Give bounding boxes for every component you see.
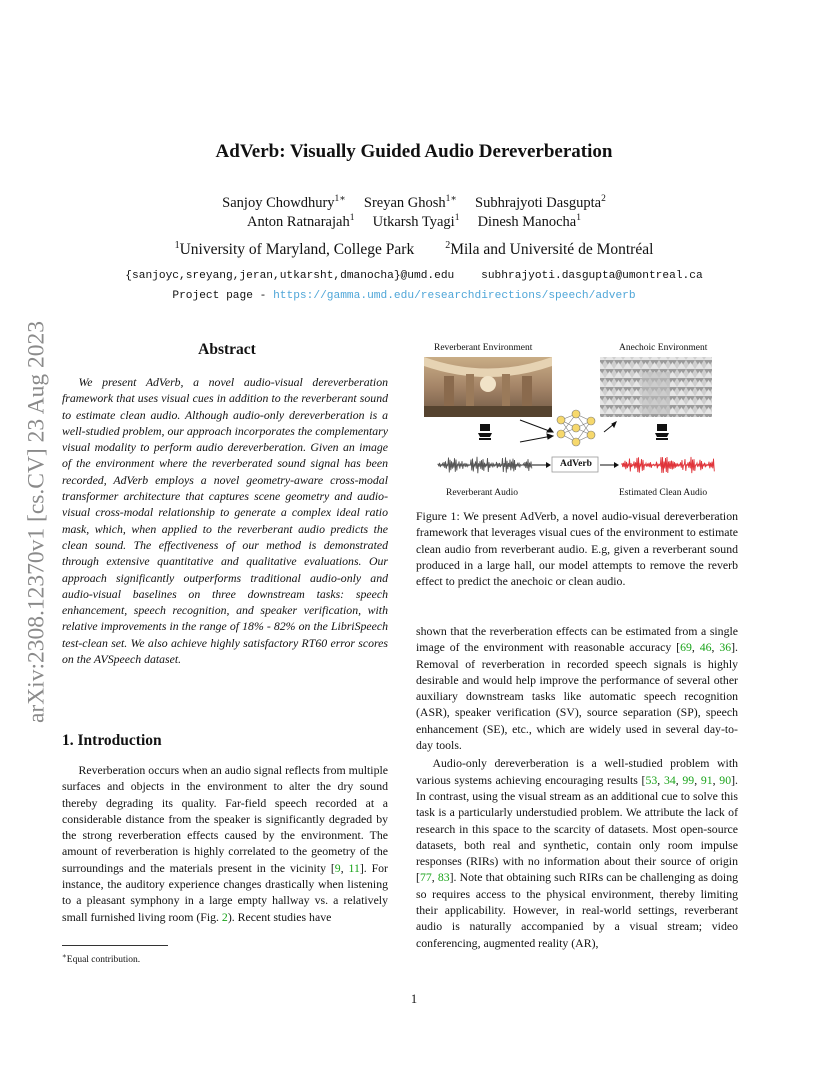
project-page: Project page - https://gamma.umd.edu/researchdirections/speech/adverb (172, 290, 636, 302)
paper-title: AdVerb: Visually Guided Audio Dereverberation (215, 141, 613, 162)
figure-graphic (416, 342, 738, 502)
reverberant-waveform (438, 457, 532, 473)
author: Dinesh Manocha$^1$ (477, 213, 581, 230)
neural-network-icon (557, 410, 595, 446)
label-anechoic-environment: Anechoic Environment (619, 343, 708, 353)
citation[interactable]: 69 (680, 640, 692, 655)
paragraph: Audio-only dereverberation is a well-studied problem with various systems achieving encouraging results [53, 34, 99, 91, 90]. In contrast, using the visual stream as an additional cue to solve this task is a particularly understudied problem. We attribute the lack of research in this space to the scarcity of datasets. Most open-source datasets, both real and synthetic, contain only room impulse responses (RIRs) with no information about their source of origin [77, 83]. Note that obtaining such RIRs can be challenging as doing so requires access to the physical environment, thereby limiting their applicability. However, in real-world settings, reverberant audio is naturally accompanied by a visual stream; video conferencing, augmented reality (AR), (416, 756, 738, 950)
emails (0, 270, 828, 282)
project-link[interactable]: https://gamma.umd.edu/researchdirections/speech/adverb (273, 290, 636, 302)
authors-row-1 (0, 193, 828, 212)
section-heading-introduction: 1. Introduction (62, 732, 162, 749)
reverberant-hall-image (424, 357, 552, 417)
author: Subhrajyoti Dasgupta$^2$ (475, 194, 606, 211)
affiliations: $^1$University of Maryland, College Park $^2$Mila and Université de Montréal (174, 240, 654, 259)
citation[interactable]: 11 (348, 860, 360, 875)
author: Anton Ratnarajah$^1$ (247, 213, 355, 230)
intro-paragraph: Reverberation occurs when an audio signal reflects from multiple surfaces and objects in the environment to alter the dry sound thereby degrading its quality. Far-field speech recorded at a considerable distance from the speaker is significantly degraded by the strong reverberation effects caused by the environment. The amount of reverberation is highly correlated to the geometry of the surroundings and the materials present in the vicinity [9, 11]. For instance, the auditory experience changes drastically when listening to a pleasant symphony in a large empty hallway vs. a relatively small furnished living room (Fig. 2). Recent studies have (62, 763, 388, 924)
speaker-icon-right (655, 424, 669, 440)
citation[interactable]: 99 (682, 772, 695, 787)
figure-1 (416, 342, 738, 502)
figure-1-caption: Figure 1: We present AdVerb, a novel audio-visual dereverberation framework that leverages visual cues of the environment to estimate clean audio from reverberant audio. E.g, given a reverberant sound produced in a large hall, our model attempts to remove the reverb effect to predict the anechoic or clean audio. (416, 509, 739, 589)
author: Sreyan Ghosh$^{1∗}$ (363, 194, 457, 211)
page-number: 1 (410, 992, 418, 1006)
citation[interactable]: 91 (700, 772, 713, 787)
citation[interactable]: 77 (419, 870, 432, 885)
citation[interactable]: 83 (437, 870, 450, 885)
paragraph: shown that the reverberation effects can be estimated from a single image of the environment with reasonable accuracy [69, 46, 36]. Removal of reverberation in recorded speech signals is highly desirable and would help improve the performance of several other auxiliary downstream tasks like automatic speech recognition (ASR), speaker verification (SV), source separation (SP), speech enhancement (SE), etc., which are widely used in several day-to-day tools. (416, 624, 738, 753)
citation[interactable]: 46 (699, 640, 712, 655)
author: Sanjoy Chowdhury$^{1∗}$ (222, 194, 346, 211)
citation[interactable]: 90 (719, 772, 732, 787)
figure-ref[interactable]: 2 (221, 909, 228, 924)
clean-waveform (622, 457, 714, 473)
abstract-heading: Abstract (198, 341, 256, 358)
citation[interactable]: 36 (719, 640, 732, 655)
citation[interactable]: 53 (645, 772, 658, 787)
footnote-rule (62, 945, 168, 946)
footnote: ∗Equal contribution. (62, 952, 141, 966)
adverb-model-label: AdVerb (560, 459, 592, 469)
label-estimated-clean-audio: Estimated Clean Audio (619, 488, 708, 498)
intro-column (62, 762, 388, 925)
author: Utkarsh Tyagi$^1$ (372, 213, 460, 230)
abstract-text: We present AdVerb, a novel audio-visual dereverberation framework that uses visual cues in addition to the reverberant sound to estimate clean audio. Although audio-only dereverberation is a well-studied problem, our approach incorporates the complementary visual modality to perform audio dereverberation. Given an image of the environment where the reverberated sound signal has been recorded, AdVerb employs a novel geometry-aware cross-modal transformer architecture that captures scene geometry and audio-visual cross-modal relationship to generate a complex ideal ratio mask, which, when applied to the reverberant audio predicts the clean sound. The effectiveness of our method is demonstrated through extensive quantitative and qualitative evaluations. Our approach significantly outperforms traditional audio-only and audio-visual baselines on three downstream tasks: speech enhancement, speech recognition, and speaker verification, with relative improvements in the range of 18% - 82% on the LibriSpeech test-clean set. We also achieve highly satisfactory RT60 error scores on the AVSpeech dataset. (62, 375, 388, 667)
arxiv-id: arXiv:2308.12370v1 [cs.CV] 23 Aug 2023 (23, 320, 50, 724)
label-reverberant-audio: Reverberant Audio (446, 488, 519, 498)
right-column (416, 623, 738, 951)
email-umd: {sanjoyc,sreyang,jeran,utkarsht,dmanocha}@umd.edu (125, 270, 455, 282)
abstract-body (62, 374, 388, 667)
anechoic-room-image (600, 357, 712, 417)
arxiv-stamp (22, 282, 52, 762)
citation[interactable]: 9 (334, 860, 341, 875)
citation[interactable]: 34 (663, 772, 676, 787)
speaker-icon-left (478, 424, 492, 440)
authors-row-2 (0, 213, 828, 231)
label-reverberant-environment: Reverberant Environment (434, 343, 533, 353)
email-mila: subhrajyoti.dasgupta@umontreal.ca (481, 270, 703, 282)
